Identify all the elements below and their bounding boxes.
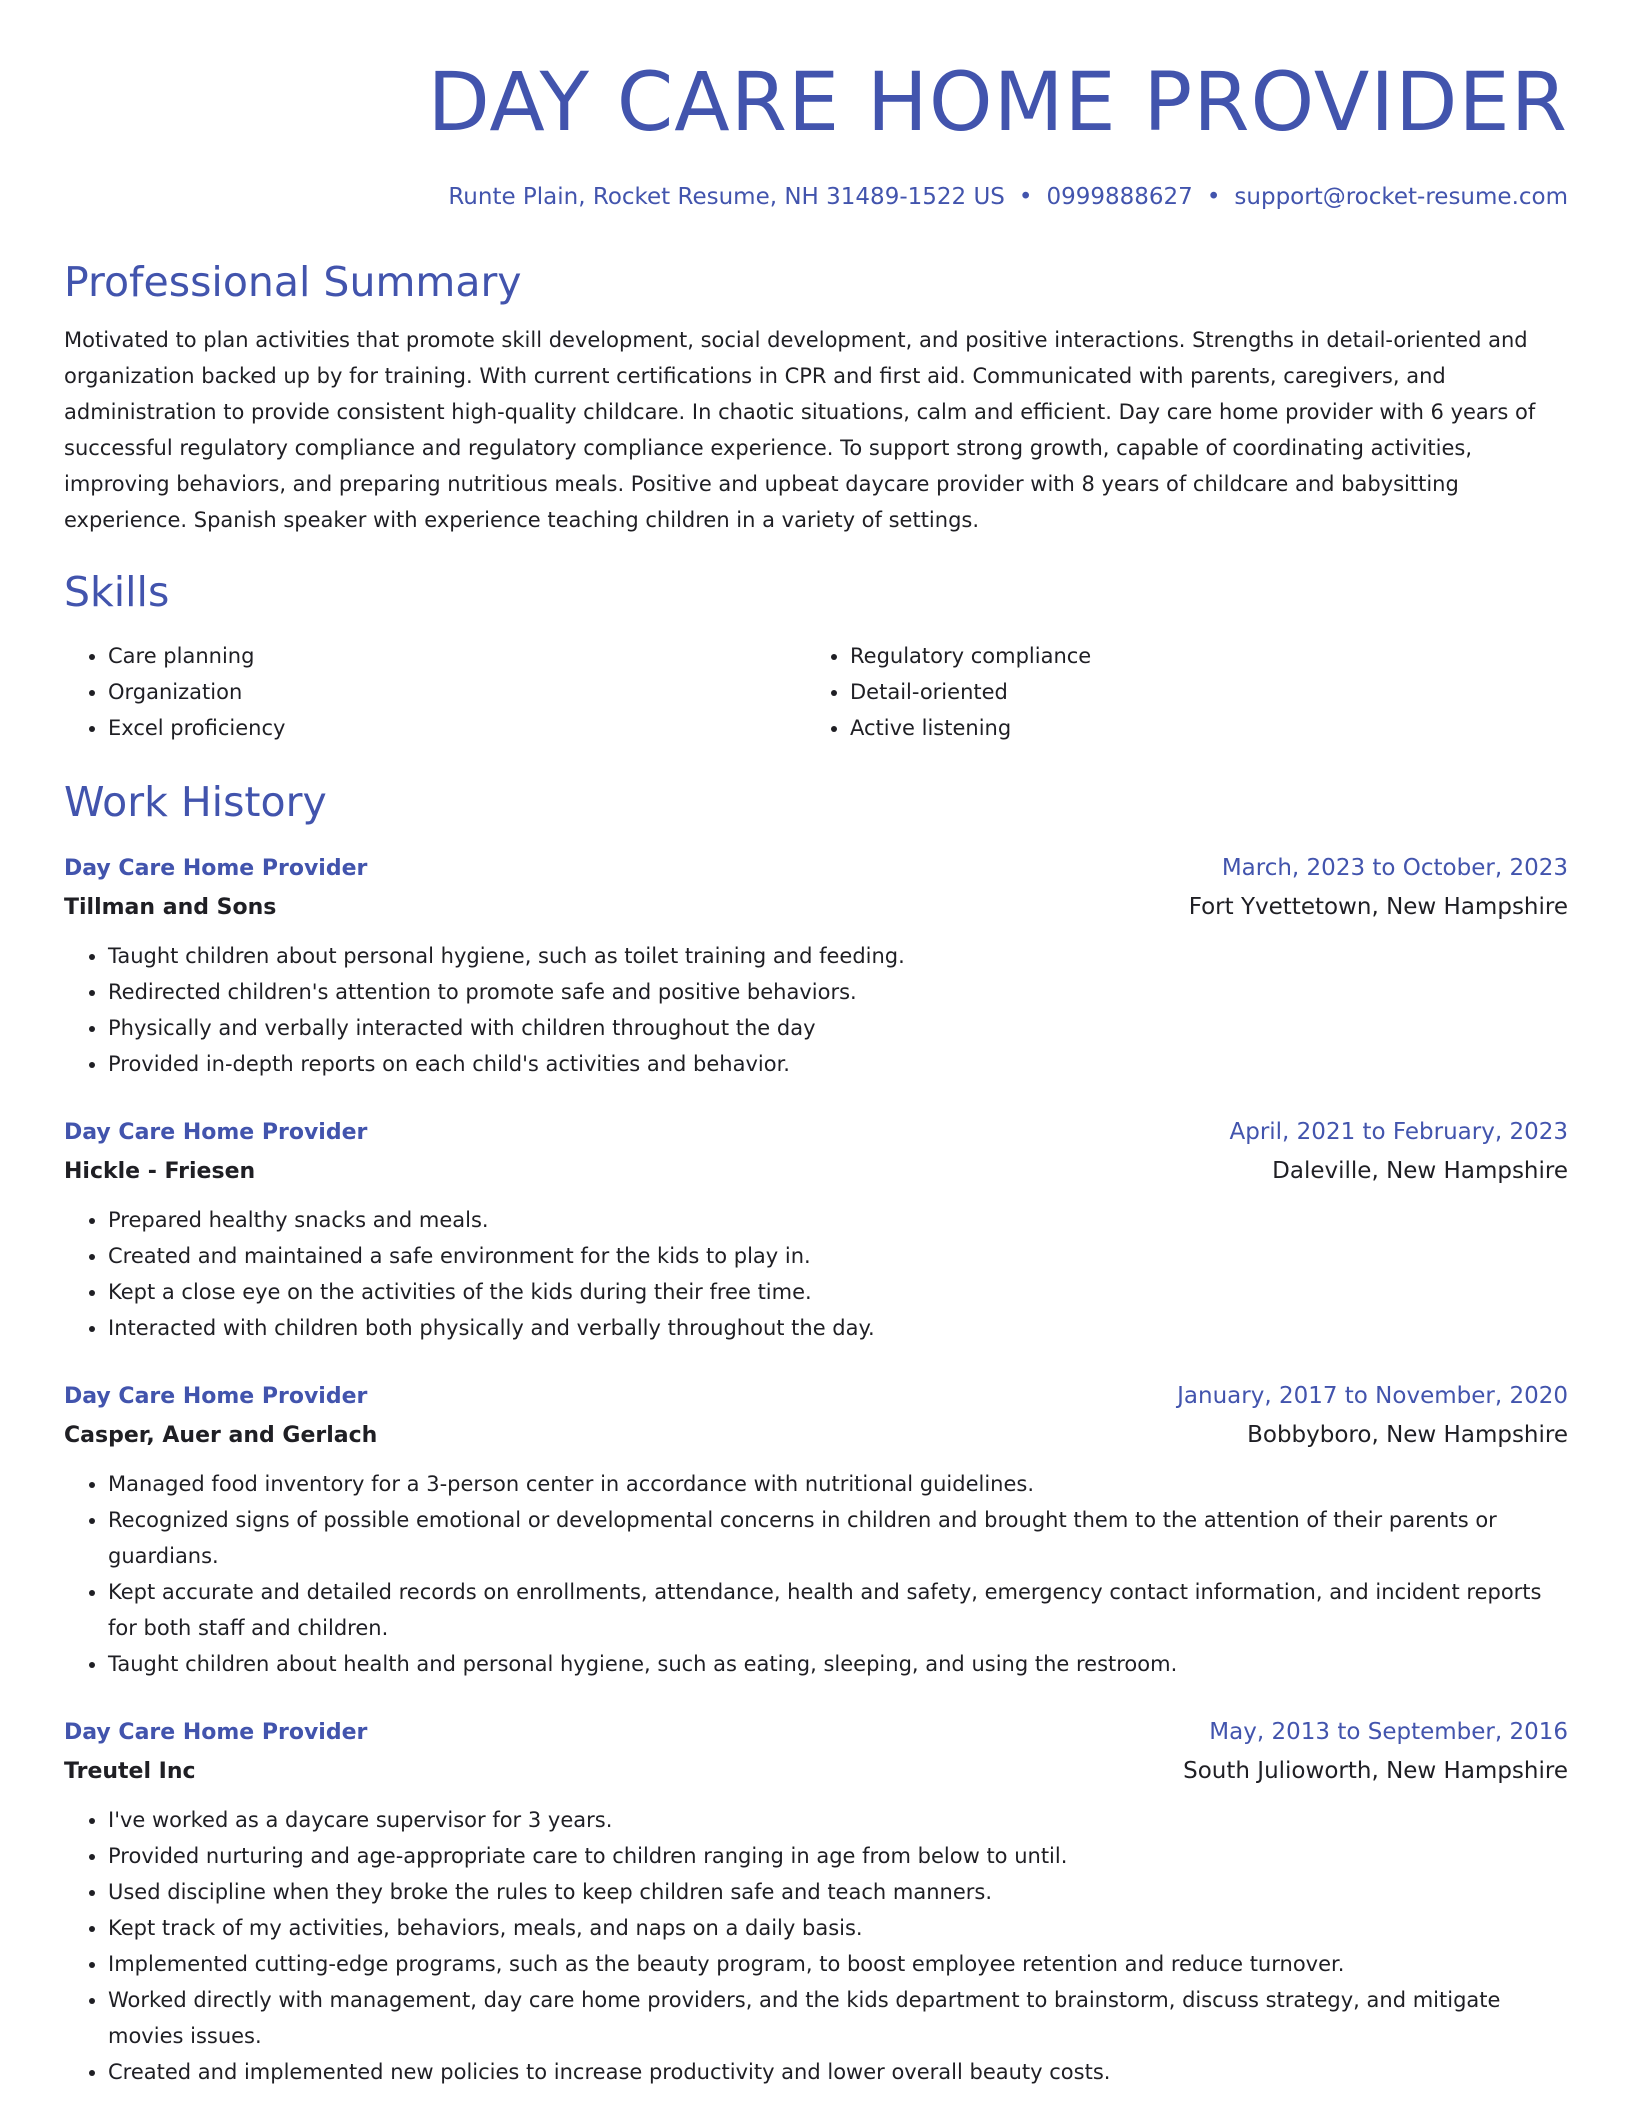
job-bullet: • Interacted with children both physically and verbally throughout the day.: [108, 1310, 1568, 1346]
job-dates: March, 2023 to October, 2023: [1221, 855, 1568, 881]
job-subheader: [64, 887, 1568, 928]
job-bullet: • Created and implemented new policies to increase productivity and lower overall beauty costs.: [108, 2054, 1568, 2090]
job-entry: [64, 1378, 1568, 1682]
resume-page: [64, 0, 1568, 2090]
skill-item: • Regulatory compliance: [850, 638, 1548, 674]
job-bullet: • Implemented cutting-edge programs, such as the beauty program, to boost employee retention and reduce turnover.: [108, 1946, 1568, 1982]
job-company: Tillman and Sons: [64, 895, 277, 920]
job-location: Daleville, New Hampshire: [1272, 1158, 1568, 1184]
job-entry: [64, 1714, 1568, 2090]
job-location: South Julioworth, New Hampshire: [1183, 1758, 1568, 1784]
job-bullet: • Provided nurturing and age-appropriate care to children ranging in age from below to until.: [108, 1838, 1568, 1874]
contact-phone: 0999888627: [1046, 184, 1193, 210]
job-dates: April, 2021 to February, 2023: [1229, 1119, 1568, 1145]
job-header: [64, 850, 1568, 887]
job-location: Fort Yvettetown, New Hampshire: [1188, 894, 1568, 920]
job-company: Casper, Auer and Gerlach: [64, 1423, 378, 1448]
job-company: Treutel Inc: [64, 1759, 196, 1784]
job-bullet: • Provided in-depth reports on each child's activities and behavior.: [108, 1046, 1568, 1082]
summary-heading: Professional Summary: [64, 258, 522, 306]
skill-item: • Care planning: [108, 638, 806, 674]
job-entry: [64, 1114, 1568, 1346]
job-header: [64, 1714, 1568, 1751]
contact-line: [64, 182, 1568, 212]
job-bullet: • Redirected children's attention to promote safe and positive behaviors.: [108, 974, 1568, 1010]
job-bullet: • Created and maintained a safe environment for the kids to play in.: [108, 1238, 1568, 1274]
job-title: Day Care Home Provider: [64, 856, 368, 881]
job-bullet: • Kept accurate and detailed records on enrollments, attendance, health and safety, emergency contact information, and incident reports for both staff and children.: [108, 1574, 1568, 1646]
job-location: Bobbyboro, New Hampshire: [1247, 1422, 1568, 1448]
job-bullet: • Physically and verbally interacted with children throughout the day: [108, 1010, 1568, 1046]
contact-separator: •: [1018, 184, 1033, 210]
job-bullet: • Prepared healthy snacks and meals.: [108, 1202, 1568, 1238]
job-bullet: • Kept track of my activities, behaviors, meals, and naps on a daily basis.: [108, 1910, 1568, 1946]
contact-address: Runte Plain, Rocket Resume, NH 31489-1522 US: [448, 184, 1005, 210]
skills-column-right: [806, 638, 1548, 746]
job-bullets: [64, 1802, 1568, 2090]
job-bullet: • Taught children about health and personal hygiene, such as eating, sleeping, and using the restroom.: [108, 1646, 1568, 1682]
summary-text: Motivated to plan activities that promote skill development, social development, and positive interactions. Strengths in detail-oriented and organization backed up by for training. With current certifications in CPR and first aid. Communicated with parents, caregivers, and administration to provide consistent high-quality childcare. In chaotic situations, calm and efficient. Day care home provider with 6 years of successful regulatory compliance and regulatory compliance experience. To support strong growth, capable of coordinating activities, improving behaviors, and preparing nutritious meals. Positive and upbeat daycare provider with 8 years of childcare and babysitting experience. Spanish speaker with experience teaching children in a variety of settings.: [64, 328, 1536, 532]
job-bullet: • Used discipline when they broke the rules to keep children safe and teach manners.: [108, 1874, 1568, 1910]
resume-name: DAY CARE HOME PROVIDER: [427, 56, 1568, 150]
job-bullet: • Recognized signs of possible emotional or developmental concerns in children and brought them to the attention of their parents or guardians.: [108, 1502, 1568, 1574]
job-subheader: [64, 1151, 1568, 1192]
skills-column-left: [64, 638, 806, 746]
contact-separator: •: [1206, 184, 1221, 210]
skill-item: • Organization: [108, 674, 806, 710]
job-bullets: [64, 1202, 1568, 1346]
job-entry: [64, 850, 1568, 1082]
job-bullet: • Managed food inventory for a 3-person center in accordance with nutritional guidelines.: [108, 1466, 1568, 1502]
job-bullets: [64, 938, 1568, 1082]
skills-list: [64, 638, 1568, 746]
job-subheader: [64, 1751, 1568, 1792]
job-subheader: [64, 1415, 1568, 1456]
job-dates: January, 2017 to November, 2020: [1177, 1383, 1568, 1409]
job-header: [64, 1378, 1568, 1415]
skill-item: • Active listening: [850, 710, 1548, 746]
job-company: Hickle - Friesen: [64, 1159, 256, 1184]
job-dates: May, 2013 to September, 2016: [1209, 1719, 1568, 1745]
job-title: Day Care Home Provider: [64, 1384, 368, 1409]
contact-email: support@rocket-resume.com: [1234, 184, 1568, 210]
skill-item: • Excel proficiency: [108, 710, 806, 746]
job-title: Day Care Home Provider: [64, 1120, 368, 1145]
skill-item: • Detail-oriented: [850, 674, 1548, 710]
job-bullet: • I've worked as a daycare supervisor for 3 years.: [108, 1802, 1568, 1838]
job-bullet: • Kept a close eye on the activities of the kids during their free time.: [108, 1274, 1568, 1310]
job-header: [64, 1114, 1568, 1151]
job-bullet: • Taught children about personal hygiene, such as toilet training and feeding.: [108, 938, 1568, 974]
skills-heading: Skills: [64, 568, 170, 616]
job-title: Day Care Home Provider: [64, 1720, 368, 1745]
work-history-heading: Work History: [64, 778, 327, 826]
job-bullet: • Worked directly with management, day care home providers, and the kids department to brainstorm, discuss strategy, and mitigate movies issues.: [108, 1982, 1568, 2054]
job-bullets: [64, 1466, 1568, 1682]
